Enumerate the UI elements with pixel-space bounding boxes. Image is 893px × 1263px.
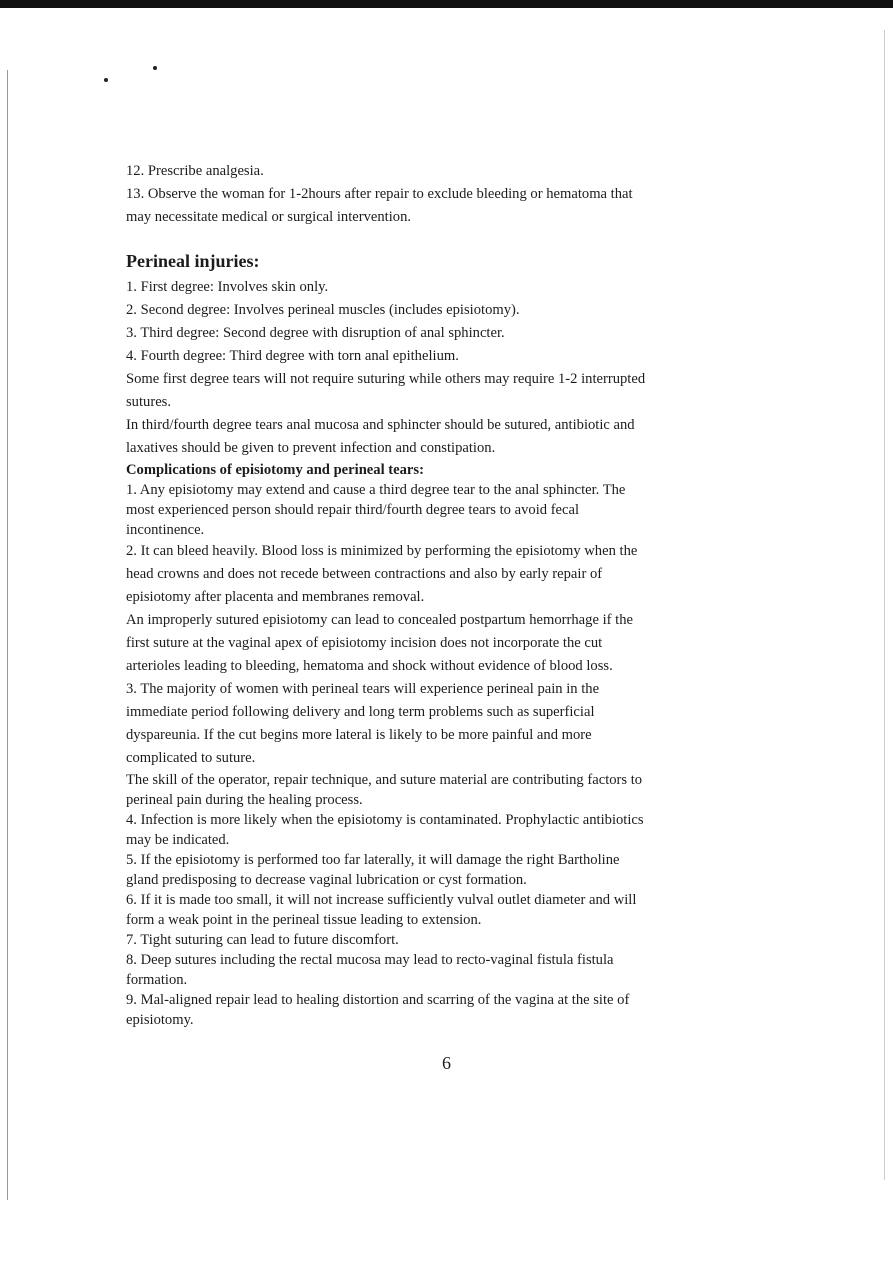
text-line: 3. The majority of women with perineal tears will experience perineal pain in the <box>126 681 600 697</box>
section-heading: Perineal injuries: <box>126 251 260 271</box>
text-line: formation. <box>126 972 188 988</box>
text-line: 5. If the episiotomy is performed too far laterally, it will damage the right Bartholine <box>126 852 620 868</box>
text-line: incontinence. <box>126 522 205 538</box>
list-item: 4. Fourth degree: Third degree with torn anal epithelium. <box>126 348 459 364</box>
list-item: 3. Third degree: Second degree with disruption of anal sphincter. <box>126 325 505 341</box>
complications-heading: Complications of episiotomy and perineal tears: <box>126 462 424 478</box>
complications-list <box>126 480 738 1030</box>
text-line: perineal pain during the healing process. <box>126 792 363 808</box>
pre-section <box>126 160 738 229</box>
notes-paragraph <box>126 368 738 460</box>
scan-speck <box>104 78 108 82</box>
text-line: gland predisposing to decrease vaginal lubrication or cyst formation. <box>126 872 527 888</box>
text-line: complicated to suture. <box>126 750 256 766</box>
text-line: arterioles leading to bleeding, hematoma and shock without evidence of blood loss. <box>126 658 613 674</box>
text-line: episiotomy. <box>126 1012 194 1028</box>
text-line: sutures. <box>126 394 171 410</box>
page-number: 6 <box>442 1053 451 1073</box>
text-line: 8. Deep sutures including the rectal mucosa may lead to recto-vaginal fistula fistula <box>126 952 614 968</box>
text-line: may be indicated. <box>126 832 230 848</box>
text-line: episiotomy after placenta and membranes removal. <box>126 589 425 605</box>
text-line: 1. Any episiotomy may extend and cause a third degree tear to the anal sphincter. The <box>126 482 626 498</box>
document-body <box>126 160 738 1030</box>
text-line: dyspareunia. If the cut begins more lateral is likely to be more painful and more <box>126 727 592 743</box>
text-line: laxatives should be given to prevent infection and constipation. <box>126 440 496 456</box>
text-line: 13. Observe the woman for 1-2hours after repair to exclude bleeding or hematoma that <box>126 186 633 202</box>
text-line: most experienced person should repair third/fourth degree tears to avoid fecal <box>126 502 580 518</box>
scan-speck <box>153 66 157 70</box>
text-line: immediate period following delivery and long term problems such as superficial <box>126 704 595 720</box>
scan-right-edge <box>884 30 885 1180</box>
text-line: form a weak point in the perineal tissue leading to extension. <box>126 912 482 928</box>
scan-top-edge <box>0 0 893 8</box>
text-line: In third/fourth degree tears anal mucosa and sphincter should be sutured, antibiotic and <box>126 417 635 433</box>
list-item: 2. Second degree: Involves perineal muscles (includes episiotomy). <box>126 302 520 318</box>
text-line: first suture at the vaginal apex of episiotomy incision does not incorporate the cut <box>126 635 603 651</box>
text-line: 9. Mal-aligned repair lead to healing distortion and scarring of the vagina at the site of <box>126 992 630 1008</box>
degree-list <box>126 276 738 368</box>
text-line: 6. If it is made too small, it will not increase sufficiently vulval outlet diameter and will <box>126 892 637 908</box>
text-line: 2. It can bleed heavily. Blood loss is minimized by performing the episiotomy when the <box>126 543 638 559</box>
text-line: Some first degree tears will not require suturing while others may require 1-2 interrupted <box>126 371 646 387</box>
text-line: An improperly sutured episiotomy can lead to concealed postpartum hemorrhage if the <box>126 612 633 628</box>
text-line: 4. Infection is more likely when the episiotomy is contaminated. Prophylactic antibiotics <box>126 812 644 828</box>
text-line: The skill of the operator, repair technique, and suture material are contributing factors to <box>126 772 643 788</box>
text-line: may necessitate medical or surgical intervention. <box>126 209 412 225</box>
text-line: 12. Prescribe analgesia. <box>126 163 264 179</box>
scan-left-edge <box>7 70 8 1200</box>
text-line: 7. Tight suturing can lead to future discomfort. <box>126 932 399 948</box>
list-item: 1. First degree: Involves skin only. <box>126 279 329 295</box>
text-line: head crowns and does not recede between contractions and also by early repair of <box>126 566 603 582</box>
